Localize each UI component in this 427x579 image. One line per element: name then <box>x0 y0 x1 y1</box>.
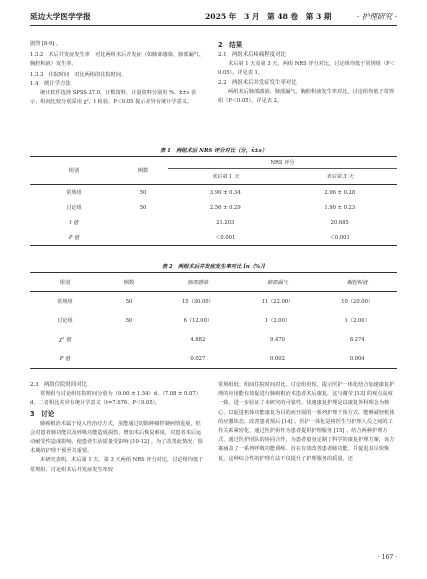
left-column-bottom <box>30 381 205 475</box>
table-cell: 50 <box>125 317 133 324</box>
paragraph: 统计软件选择 SPSS 27.0，计数资料、计量资料分别用 %、x̄±s 表示，组间比较分别采用 χ²、t 检验，P＜0.05 提示差异有统计学意义。 <box>30 90 197 106</box>
table-cell: 8.274 <box>349 336 365 343</box>
table-row <box>30 292 397 312</box>
table-cell: 讨论组 <box>57 318 73 324</box>
table-row <box>30 311 397 330</box>
table-cell: χ² 值 <box>58 337 72 343</box>
paragraph: 本研究表明，术后第 1 天、第 3 天两组 NRS 评分对比，讨论组均低于常规组；讨论组术后并发症发生率较 <box>30 457 204 473</box>
table-cell: 9.470 <box>270 336 285 343</box>
issue-info: 2025 年 3 月 第 48 卷 第 3 期 <box>205 12 332 21</box>
table-cell: 常规组 <box>66 190 82 196</box>
table1-header-group: 组别 <box>30 157 118 185</box>
table-cell: 10（20.00） <box>341 299 374 305</box>
table2 <box>30 272 397 369</box>
table-row <box>30 349 397 369</box>
table-cell: 50 <box>139 204 147 211</box>
table-row <box>30 230 397 246</box>
paragraph: 术后第 1 天及第 3 天，两组 NRS 评分对比，讨论组均低于常规组（P＜0.05）。详见表 1。 <box>218 61 395 77</box>
table-row <box>30 330 397 349</box>
table-cell: ＜0.001 <box>168 230 283 246</box>
table-cell: 0.027 <box>158 349 238 369</box>
table-cell: 4.882 <box>190 336 206 343</box>
paragraph: 常规组与讨论组住院时间分别为（9.00 ± 1.54）d、（7.08 ± 0.87）d，二者相比差异有统计学意义（t=7.676，P＜0.05）。 <box>30 391 201 407</box>
paragraph: 两组术后肺部感染、肺部漏气、胸腔积液发生率对比，讨论组均低于常规组（P＜0.05）。详见表 2。 <box>218 88 395 105</box>
table2-header-n: 例数 <box>100 273 158 292</box>
subsection-1-3-3: 1.3.3 住院时间 对比两组的住院时间。 <box>30 71 127 78</box>
header-rule <box>30 25 397 26</box>
subsection-2-2-heading: 2.2 两组术后并发症发生率对比 <box>218 79 297 86</box>
table1-header-nrs: NRS 评分 <box>168 157 397 169</box>
table-cell: 20.685 <box>330 219 349 226</box>
left-column-top <box>30 40 205 107</box>
table-cell: 1（2.00） <box>264 318 291 324</box>
table-cell: 1.90 ± 0.23 <box>324 204 356 211</box>
table-cell: 0.002 <box>238 349 318 369</box>
right-column-top <box>218 40 397 106</box>
table-row <box>30 200 397 215</box>
subsection-1-4-heading: 1.4 统计学方法 <box>30 80 71 87</box>
table-cell: 讨论组 <box>66 205 82 211</box>
paragraph: 剧烈 [8-9] 。 <box>30 41 62 47</box>
table2-header-group: 组别 <box>30 273 100 292</box>
table-row <box>30 215 397 230</box>
section-label: · 护理研究 · <box>356 12 397 21</box>
section-heading-discussion: 3 讨论 <box>30 409 55 418</box>
table1 <box>30 156 397 246</box>
table-cell: P 值 <box>30 349 100 369</box>
table-cell: ＜0.001 <box>283 230 398 246</box>
table-cell: P 值 <box>30 230 118 246</box>
table-cell: 50 <box>139 189 147 196</box>
journal-name: 延边大学医学学报 <box>30 12 91 21</box>
table1-caption: 表 1 两组术后 NRS 评分对比（分，x̄±s） <box>159 148 268 154</box>
table-cell: 0.004 <box>317 349 397 369</box>
table-cell: 15（30.00） <box>181 299 214 305</box>
table-cell: 常规组 <box>57 299 73 305</box>
paragraph: 常规组低；组间住院时间对比，讨论组更短。提示医护一体化结合加速康复护理的应用能有效促进行肺癌根治术患者术后康复，这与谢莹 [13] 的观点高度一致，进一步验证了本研究的可靠性。快速康复护理是以康复外科理念为核心，以促进机体功能康复为目的而开展的一系列护理干预方式，能够减轻机体的应激状态，改善患者预后 [14] 。医护一体化是将医生与护理人员之间的工作关系紧密化，通过医护协作为患者提供护理服务 [15] 。结合两种护理方式，通过医护团队的协同合作，为患者量身定制了科学的康复护理方案，该方案涵盖了一系列呼吸功能训练、旨在有效改善患者肺功能，并促进其尽快恢复。这种综合性的护理方法不仅提升了护理服务的质量，还 <box>218 382 395 462</box>
table1-header-day3: 术后第 3 天 <box>283 169 398 185</box>
table1-header-n: 例数 <box>118 157 168 185</box>
table2-header-infection: 肺部感染 <box>158 273 238 292</box>
table2-header-effusion: 胸腔积液 <box>317 273 397 292</box>
table-cell: t 值 <box>69 220 79 226</box>
paragraph: 肺癌根治术属于侵入性治疗方式，虽能通过切除肿瘤控制病情进展，但会对患者肺功能以及呼吸功能造成损伤，增加术后恢复难度，对患者术后运动耐受性造成影响，使患者生活质量受影响 [10-12] 。为了改善此情况，围术期的护理干预至关重要。 <box>30 420 203 455</box>
table-cell <box>118 215 168 230</box>
subsection-2-3-heading: 2.3 两组住院时间对比 <box>30 382 88 388</box>
table-cell: 21.203 <box>216 219 235 226</box>
table-row <box>30 185 397 201</box>
section-heading-results: 2 结果 <box>218 41 243 49</box>
table-cell: 6（12.00） <box>183 318 213 324</box>
subsection-1-3-2: 1.3.2 术后并发症发生率 对比两组术后并发症（如肺部感染、肺部漏气、胸腔积液）发生率。 <box>30 52 205 68</box>
table-cell: 1（2.00） <box>344 318 370 324</box>
table2-header-leak: 肺部漏气 <box>238 273 318 292</box>
table-cell: 50 <box>125 298 133 305</box>
running-header <box>30 10 397 24</box>
table-cell <box>100 349 158 369</box>
table1-header-day1: 术后第 1 天 <box>168 169 283 185</box>
table-cell: 11（22.00） <box>261 299 294 305</box>
table-cell: 3.90 ± 0.34 <box>209 189 241 196</box>
table-cell <box>118 230 168 246</box>
table-cell <box>100 330 158 349</box>
table-cell: 2.56 ± 0.29 <box>209 204 241 211</box>
right-column-bottom <box>218 381 397 464</box>
table2-caption: 表 2 两组术后并发症发生率对比 [n（%）] <box>161 264 266 270</box>
page-number: · 167 · <box>377 554 397 561</box>
subsection-2-1-heading: 2.1 两组术后疼痛程度对比 <box>218 52 286 58</box>
table-cell: 2.96 ± 0.28 <box>324 189 356 196</box>
